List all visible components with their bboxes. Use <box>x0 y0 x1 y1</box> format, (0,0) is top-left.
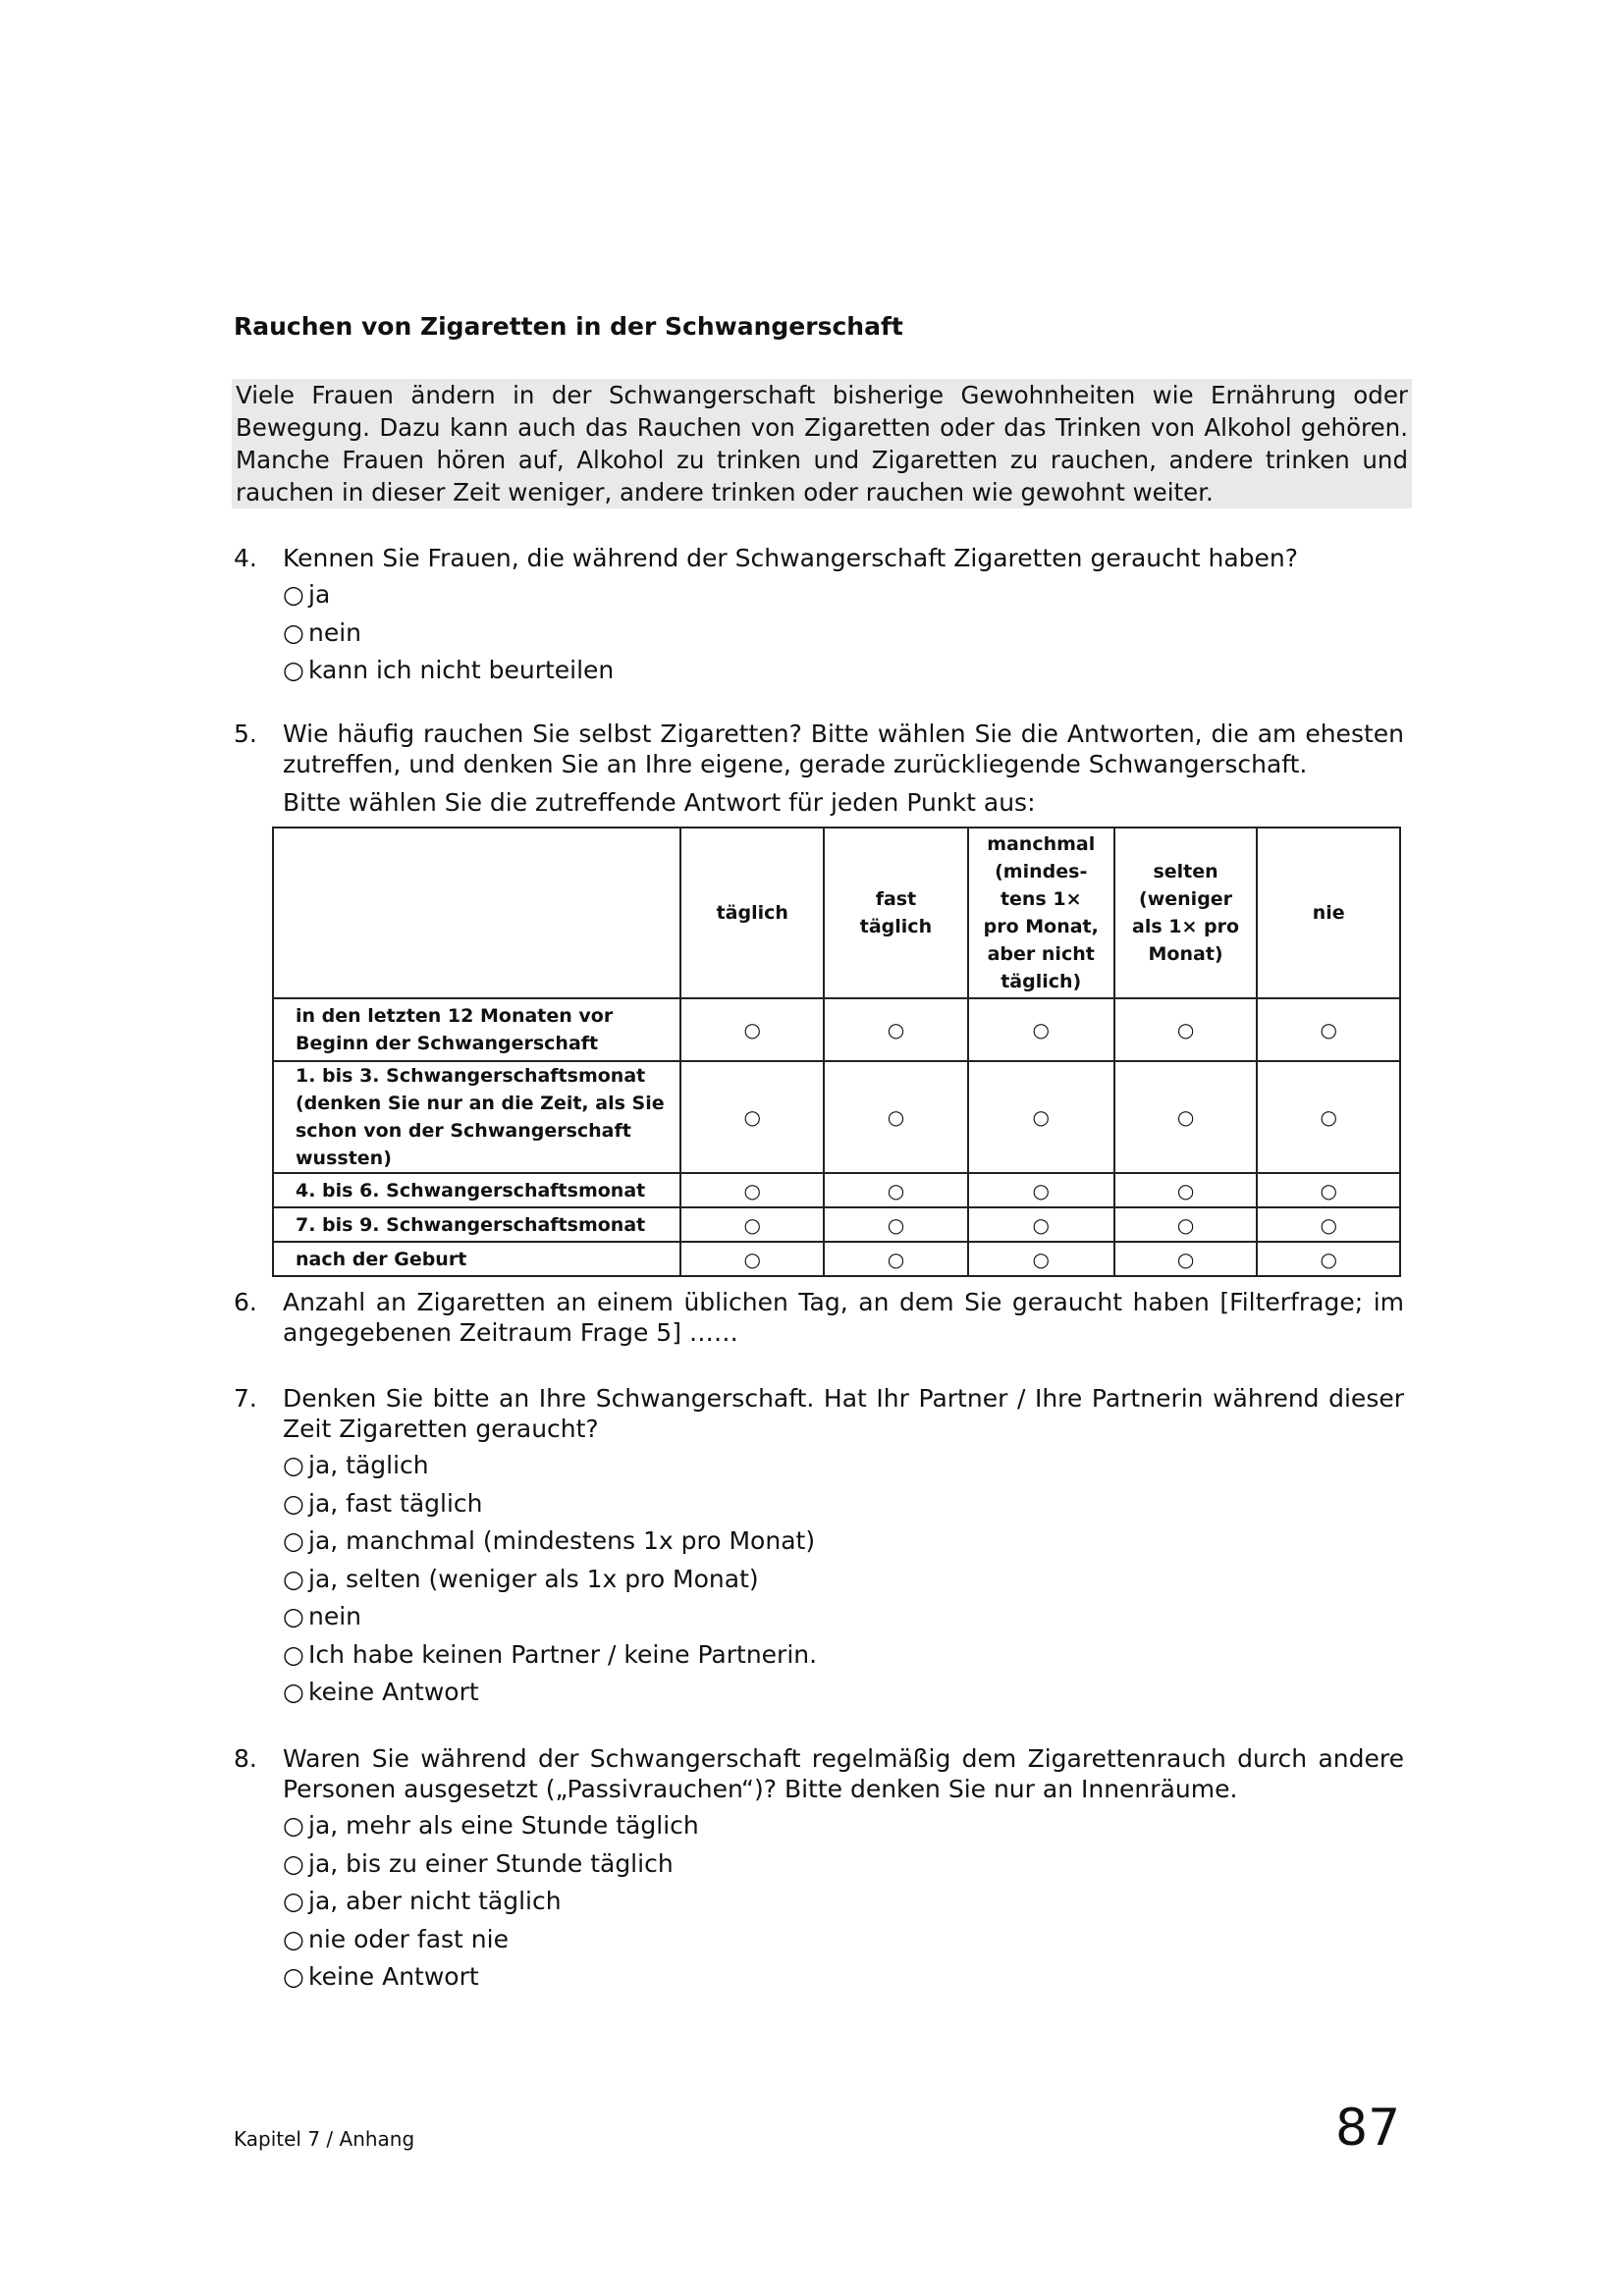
radio-icon[interactable]: ○ <box>283 617 304 647</box>
radio-cell[interactable]: ○ <box>824 1173 968 1207</box>
option-label: ja, mehr als eine Stunde täglich <box>308 1811 699 1840</box>
option-label: nie oder fast nie <box>308 1924 509 1953</box>
radio-icon[interactable]: ○ <box>283 580 304 609</box>
option-label: Ich habe keinen Partner / keine Partnerin. <box>308 1639 818 1669</box>
radio-cell[interactable]: ○ <box>1114 1207 1258 1242</box>
table-header-row <box>273 828 1400 998</box>
question-text: Wie häufig rauchen Sie selbst Zigaretten? Bitte wählen Sie die Antworten, die am ehesten zutreffen, und denken Sie an Ihre eigene, gerade zurückliegende Schwangerschaft. <box>283 720 1404 778</box>
question-number: 6. <box>234 1288 257 1316</box>
radio-cell[interactable]: ○ <box>1114 1061 1258 1173</box>
option-ja-manchmal[interactable] <box>283 1522 1404 1561</box>
radio-cell[interactable]: ○ <box>824 1207 968 1242</box>
radio-icon[interactable]: ○ <box>283 1924 304 1953</box>
table-corner-cell <box>273 828 680 998</box>
row-label: nach der Geburt <box>273 1242 680 1276</box>
options-list <box>283 576 1404 690</box>
option-label: ja, aber nicht täglich <box>308 1887 562 1915</box>
radio-icon[interactable]: ○ <box>283 1526 304 1555</box>
option-ja-taeglich[interactable] <box>283 1447 1404 1485</box>
table-row <box>273 1173 1400 1207</box>
radio-cell[interactable]: ○ <box>824 1242 968 1276</box>
question-instruction: Bitte wählen Sie die zutreffende Antwort für jeden Punkt aus: <box>283 788 1036 817</box>
option-label: nein <box>308 617 362 647</box>
option-ja-fast-taeglich[interactable] <box>283 1485 1404 1523</box>
section-heading: Rauchen von Zigaretten in der Schwangerschaft <box>234 312 903 341</box>
question-number: 5. <box>234 720 257 748</box>
question-number: 4. <box>234 544 257 572</box>
option-label: keine Antwort <box>308 1678 479 1706</box>
radio-icon[interactable]: ○ <box>283 1639 304 1669</box>
row-label: 4. bis 6. Schwangerschaftsmonat <box>273 1173 680 1207</box>
question-number: 7. <box>234 1384 257 1413</box>
radio-cell[interactable]: ○ <box>680 1061 824 1173</box>
option-nein[interactable] <box>283 1598 1404 1636</box>
row-label: in den letzten 12 Monaten vor Beginn der Schwangerschaft <box>273 998 680 1061</box>
radio-icon[interactable]: ○ <box>283 656 304 684</box>
radio-cell[interactable]: ○ <box>680 998 824 1061</box>
column-header: fast täglich <box>824 828 968 998</box>
table-row <box>273 1242 1400 1276</box>
radio-cell[interactable]: ○ <box>1257 1173 1400 1207</box>
question-4 <box>234 543 1404 690</box>
radio-cell[interactable]: ○ <box>1257 1061 1400 1173</box>
radio-cell[interactable]: ○ <box>1257 1242 1400 1276</box>
radio-icon[interactable]: ○ <box>283 1848 304 1878</box>
radio-icon[interactable]: ○ <box>283 1811 304 1840</box>
column-header: nie <box>1257 828 1400 998</box>
option-label: kann ich nicht beurteilen <box>308 656 615 684</box>
radio-icon[interactable]: ○ <box>283 1962 304 1991</box>
radio-cell[interactable]: ○ <box>1114 998 1258 1061</box>
option-label: ja, fast täglich <box>308 1488 483 1518</box>
radio-cell[interactable]: ○ <box>824 1061 968 1173</box>
option-bis-zu-einer-stunde[interactable] <box>283 1845 1404 1884</box>
column-header: manchmal (mindes- tens 1× pro Monat, aber nicht täglich) <box>968 828 1114 998</box>
question-text: Waren Sie während der Schwangerschaft regelmäßig dem Zigarettenrauch durch andere Personen ausgesetzt („Passivrauchen“)? Bitte denken Sie nur an Innenräume. <box>283 1744 1404 1803</box>
radio-icon[interactable]: ○ <box>283 1678 304 1706</box>
option-label: ja, manchmal (mindestens 1x pro Monat) <box>308 1526 816 1555</box>
radio-cell[interactable]: ○ <box>680 1207 824 1242</box>
radio-icon[interactable]: ○ <box>283 1564 304 1593</box>
frequency-table <box>272 827 1401 1277</box>
question-text: Denken Sie bitte an Ihre Schwangerschaft. Hat Ihr Partner / Ihre Partnerin während dieser Zeit Zigaretten geraucht? <box>283 1384 1404 1443</box>
row-label: 7. bis 9. Schwangerschaftsmonat <box>273 1207 680 1242</box>
radio-icon[interactable]: ○ <box>283 1602 304 1630</box>
question-7 <box>234 1383 1404 1712</box>
option-kann-nicht-beurteilen[interactable] <box>283 652 1404 690</box>
radio-icon[interactable]: ○ <box>283 1451 304 1479</box>
table-row <box>273 998 1400 1061</box>
options-list <box>283 1447 1404 1712</box>
footer-chapter: Kapitel 7 / Anhang <box>234 2127 415 2151</box>
option-nein[interactable] <box>283 614 1404 653</box>
option-label: ja <box>308 580 331 609</box>
radio-cell[interactable]: ○ <box>968 998 1114 1061</box>
radio-cell[interactable]: ○ <box>1257 998 1400 1061</box>
option-label: ja, selten (weniger als 1x pro Monat) <box>308 1564 759 1593</box>
question-number: 8. <box>234 1744 257 1773</box>
radio-cell[interactable]: ○ <box>1257 1207 1400 1242</box>
option-ja[interactable] <box>283 576 1404 614</box>
column-header: selten (weniger als 1× pro Monat) <box>1114 828 1258 998</box>
radio-cell[interactable]: ○ <box>680 1242 824 1276</box>
table-row <box>273 1207 1400 1242</box>
radio-cell[interactable]: ○ <box>968 1207 1114 1242</box>
page-number: 87 <box>1335 2099 1401 2158</box>
option-nie-oder-fast-nie[interactable] <box>283 1921 1404 1959</box>
radio-icon[interactable]: ○ <box>283 1488 304 1518</box>
radio-cell[interactable]: ○ <box>824 998 968 1061</box>
question-5 <box>234 719 1404 818</box>
radio-cell[interactable]: ○ <box>968 1173 1114 1207</box>
radio-cell[interactable]: ○ <box>680 1173 824 1207</box>
question-text: Anzahl an Zigaretten an einem üblichen Tag, an dem Sie geraucht haben [Filterfrage; im angegebenen Zeitraum Frage 5] …… <box>283 1288 1404 1347</box>
radio-cell[interactable]: ○ <box>968 1242 1114 1276</box>
option-kein-partner[interactable] <box>283 1636 1404 1675</box>
table-row <box>273 1061 1400 1173</box>
option-label: ja, bis zu einer Stunde täglich <box>308 1848 674 1878</box>
radio-cell[interactable]: ○ <box>1114 1173 1258 1207</box>
radio-cell[interactable]: ○ <box>968 1061 1114 1173</box>
question-text: Kennen Sie Frauen, die während der Schwangerschaft Zigaretten geraucht haben? <box>283 544 1299 572</box>
question-6 <box>234 1287 1404 1348</box>
option-label: keine Antwort <box>308 1962 479 1991</box>
options-list <box>283 1807 1404 1997</box>
option-keine-antwort[interactable] <box>283 1674 1404 1712</box>
option-label: ja, täglich <box>308 1451 429 1479</box>
column-header: täglich <box>680 828 824 998</box>
option-ja-selten[interactable] <box>283 1561 1404 1599</box>
intro-text: Viele Frauen ändern in der Schwangerschaft bisherige Gewohnheiten wie Ernährung oder Bewegung. Dazu kann auch das Rauchen von Zigaretten oder das Trinken von Alkohol gehören. Manche Frauen hören auf, Alkohol zu trinken und Zigaretten zu rauchen, andere trinken und rauchen in dieser Zeit weniger, andere trinken oder rauchen wie gewohnt weiter. <box>232 379 1412 508</box>
option-label: nein <box>308 1602 362 1630</box>
row-label: 1. bis 3. Schwangerschaftsmonat (denken Sie nur an die Zeit, als Sie schon von der Schwangerschaft wussten) <box>273 1061 680 1173</box>
question-8 <box>234 1743 1404 1997</box>
option-nicht-taeglich[interactable] <box>283 1883 1404 1921</box>
radio-cell[interactable]: ○ <box>1114 1242 1258 1276</box>
option-mehr-als-eine-stunde[interactable] <box>283 1807 1404 1845</box>
option-keine-antwort[interactable] <box>283 1958 1404 1997</box>
radio-icon[interactable]: ○ <box>283 1887 304 1915</box>
